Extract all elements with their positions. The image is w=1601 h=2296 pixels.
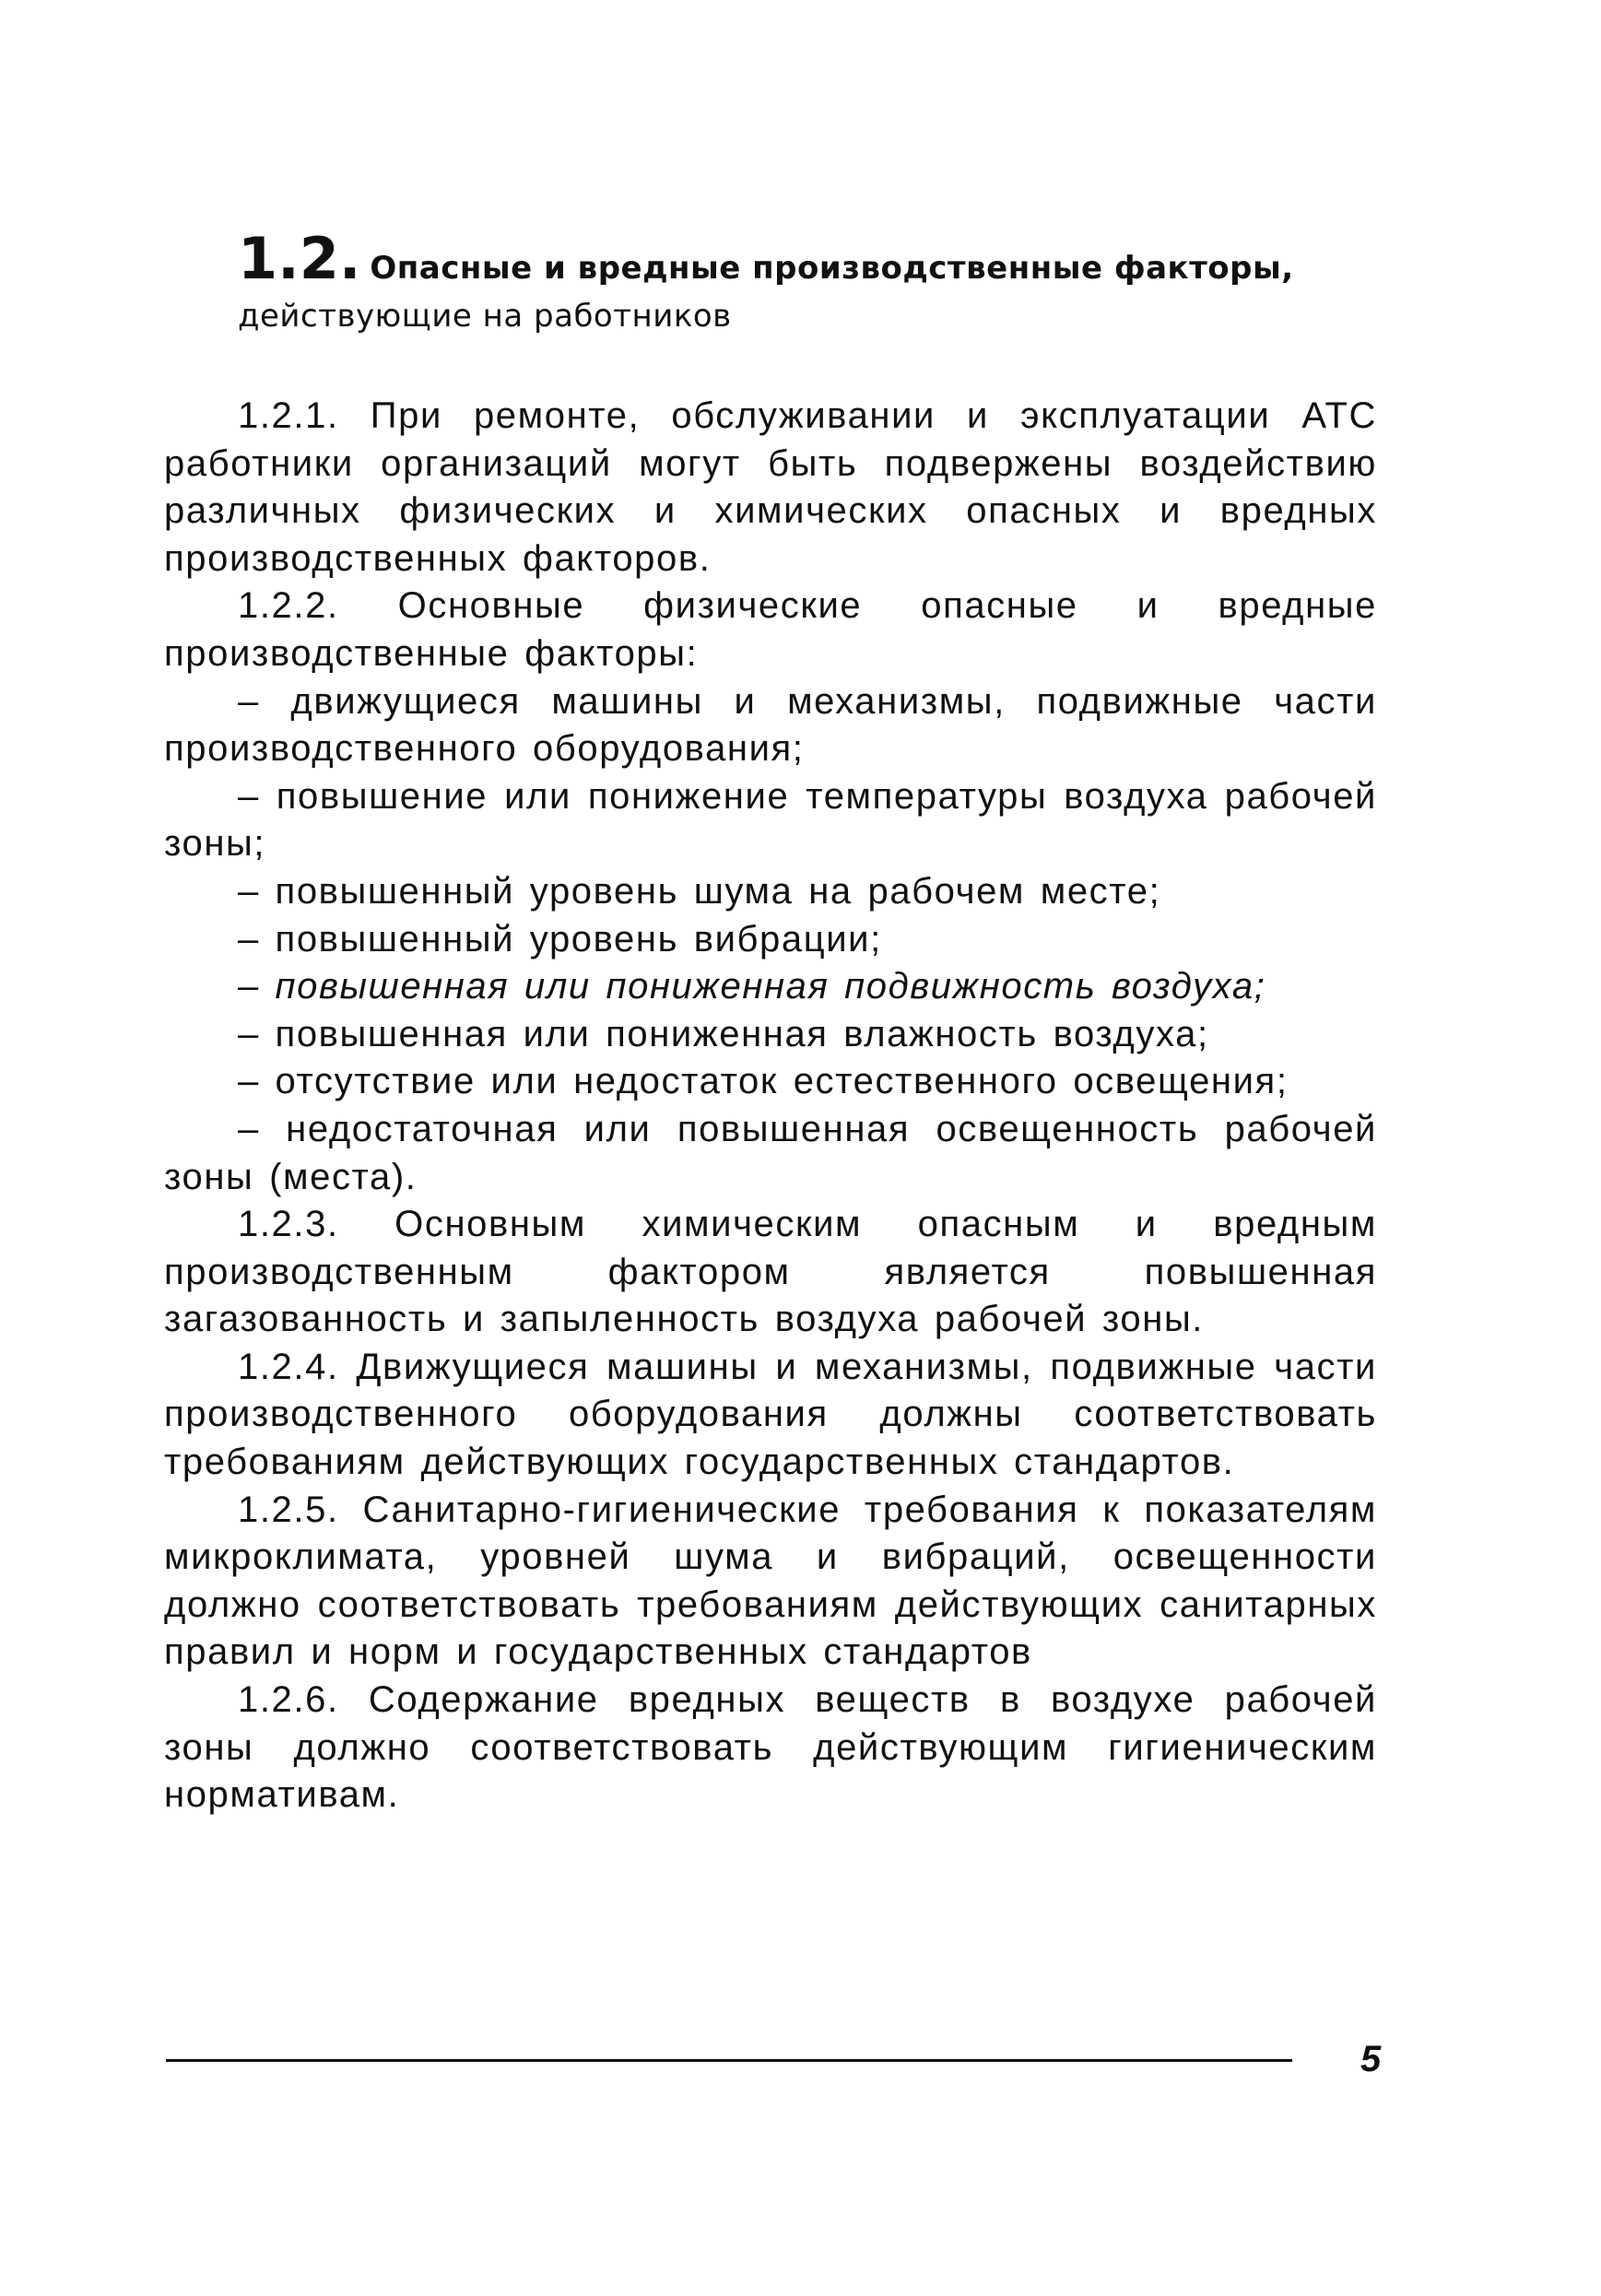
page-number: 5: [1360, 2039, 1382, 2079]
section-heading: [238, 225, 1381, 340]
paragraph-1-2-5: 1.2.5. Санитарно-гигиенические требования к показателям микроклимата, уровней шума и вибраций, освещенности должно соответствовать требованиям действующих санитарных правил и норм и государственных стандартов: [164, 1489, 1377, 1673]
paragraph-1-2-1: 1.2.1. При ремонте, обслуживании и эксплуатации АТС работники организаций могут быть подвержены воздействию различных физических и химических опасных и вредных производственных факторов.: [164, 395, 1377, 579]
list-item-air-mobility: – повышенная или пониженная подвижность воздуха;: [238, 966, 1266, 1007]
section-number: 1.2.: [238, 225, 361, 292]
list-item-humidity: – повышенная или пониженная влажность воздуха;: [238, 1013, 1209, 1054]
footer-divider: [166, 2059, 1292, 2062]
paragraph-1-2-6: 1.2.6. Содержание вредных веществ в воздухе рабочей зоны должно соответствовать действующим гигиеническим нормативам.: [164, 1679, 1377, 1816]
list-item-illumination: – недостаточная или повышенная освещенность рабочей зоны (места).: [164, 1108, 1377, 1197]
paragraph-1-2-2: 1.2.2. Основные физические опасные и вредные производственные факторы:: [164, 585, 1377, 674]
list-item-noise: – повышенный уровень шума на рабочем месте;: [238, 870, 1161, 912]
paragraph-1-2-3: 1.2.3. Основным химическим опасным и вредным производственным фактором является повышенная загазованность и запыленность воздуха рабочей зоны.: [164, 1204, 1377, 1340]
section-title-line1: Опасные и вредные производственные факторы,: [370, 250, 1294, 287]
section-body: [164, 393, 1377, 1819]
list-item-natural-light: – отсутствие или недостаток естественного освещения;: [238, 1061, 1289, 1102]
list-item-temperature: – повышение или понижение температуры воздуха рабочей зоны;: [164, 775, 1377, 865]
list-item-moving-machines: – движущиеся машины и механизмы, подвижные части производственного оборудования;: [164, 680, 1377, 770]
paragraph-1-2-4: 1.2.4. Движущиеся машины и механизмы, подвижные части производственного оборудования должны соответствовать требованиям действующих государственных стандартов.: [164, 1346, 1377, 1483]
list-item-vibration: – повышенный уровень вибрации;: [238, 918, 882, 960]
section-title-line2: действующие на работников: [238, 298, 732, 335]
